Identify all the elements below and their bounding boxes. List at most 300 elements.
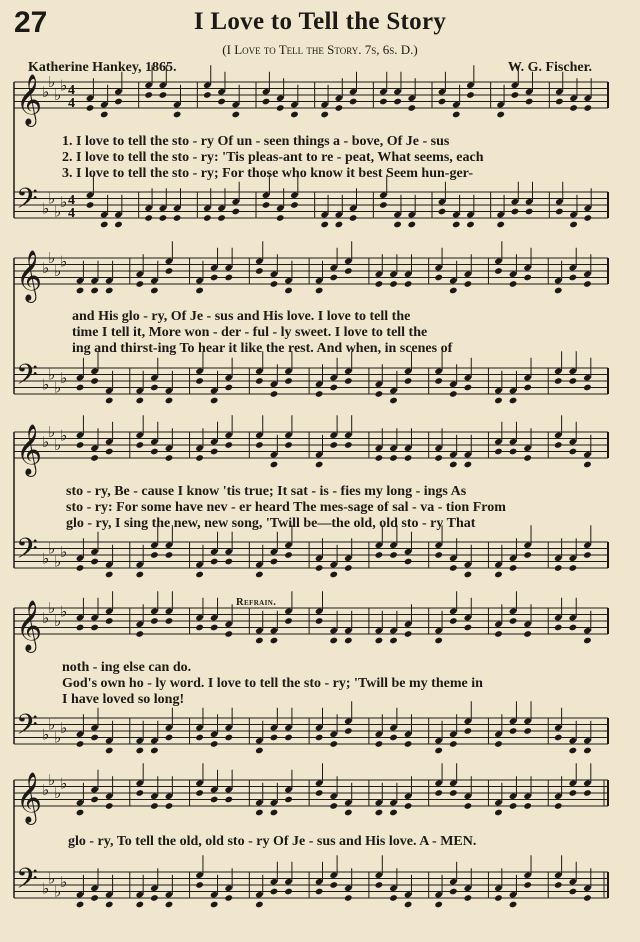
- note-head: [135, 630, 144, 638]
- note-head: [569, 448, 578, 456]
- note-head: [165, 267, 174, 275]
- note-head: [393, 98, 402, 106]
- note-head: [434, 637, 443, 645]
- note-head: [150, 448, 159, 456]
- note-head: [224, 274, 233, 282]
- treble-clef-icon: 𝄞: [16, 772, 43, 823]
- note-head: [329, 802, 338, 810]
- note-head: [494, 809, 503, 817]
- note-head: [449, 287, 458, 295]
- note-head: [583, 789, 592, 797]
- note-head: [583, 280, 592, 288]
- note-head: [90, 734, 99, 742]
- note-head: [114, 98, 123, 106]
- flat-icon: ♭: [48, 599, 56, 617]
- note-head: [344, 377, 353, 385]
- treble-clef-icon: 𝄞: [16, 600, 43, 651]
- flat-icon: ♭: [48, 249, 56, 267]
- note-head: [523, 881, 532, 889]
- note-head: [165, 397, 174, 405]
- note-head: [255, 571, 264, 579]
- note-head: [509, 617, 518, 625]
- note-head: [76, 901, 85, 909]
- flat-icon: ♭: [54, 436, 62, 454]
- note-head: [315, 888, 324, 896]
- flat-icon: ♭: [48, 423, 56, 441]
- note-head: [404, 901, 413, 909]
- note-head: [217, 214, 226, 222]
- note-head: [509, 802, 518, 810]
- flat-icon: ♭: [42, 375, 50, 394]
- note-head: [583, 104, 592, 112]
- note-head: [583, 214, 592, 222]
- flat-icon: ♭: [42, 199, 50, 218]
- flat-icon: ♭: [60, 602, 68, 621]
- flat-icon: ♭: [48, 189, 56, 208]
- note-head: [255, 747, 264, 755]
- note-head: [135, 441, 144, 449]
- note-head: [210, 624, 219, 632]
- note-head: [150, 551, 159, 559]
- note-head: [224, 630, 233, 638]
- note-head: [165, 901, 174, 909]
- note-head: [315, 617, 324, 625]
- note-head: [569, 564, 578, 572]
- note-head: [379, 98, 388, 106]
- note-head: [105, 617, 114, 625]
- flat-icon: ♭: [42, 725, 50, 744]
- flat-icon: ♭: [54, 86, 62, 104]
- note-head: [144, 214, 153, 222]
- lyric-line-s1-v2: 2. I love to tell the sto - ry: 'Tis pleas-ant to re - peat, What seems, each: [62, 150, 484, 165]
- note-head: [144, 91, 153, 99]
- note-head: [375, 454, 384, 462]
- note-head: [523, 384, 532, 392]
- note-head: [554, 734, 563, 742]
- note-head: [315, 390, 324, 398]
- treble-clef-icon: 𝄞: [16, 424, 43, 475]
- hymn-title: I Love to Tell the Story: [193, 8, 447, 35]
- note-head: [344, 441, 353, 449]
- flat-icon: ♭: [54, 552, 62, 571]
- note-head: [329, 571, 338, 579]
- note-head: [344, 564, 353, 572]
- note-head: [262, 201, 271, 209]
- note-head: [276, 104, 285, 112]
- note-head: [523, 630, 532, 638]
- note-head: [583, 637, 592, 645]
- note-head: [466, 221, 475, 229]
- note-head: [90, 287, 99, 295]
- lyric-line-s4-v2: God's own ho - ly word. I love to tell the sto - ry; 'Twill be my theme in: [62, 676, 483, 691]
- flat-icon: ♭: [54, 612, 62, 630]
- lyric-line-s4-v3: I have loved so long!: [62, 692, 185, 707]
- composer-credit: W. G. Fischer.: [507, 60, 592, 75]
- note-head: [523, 551, 532, 559]
- flat-icon: ♭: [42, 608, 50, 627]
- note-head: [165, 617, 174, 625]
- note-head: [255, 637, 264, 645]
- note-head: [284, 734, 293, 742]
- flat-icon: ♭: [60, 192, 68, 211]
- bass-clef-icon: 𝄢: [16, 358, 38, 399]
- note-head: [583, 747, 592, 755]
- note-head: [554, 441, 563, 449]
- note-head: [105, 448, 114, 456]
- note-head: [76, 564, 85, 572]
- note-head: [195, 734, 204, 742]
- flat-icon: ♭: [60, 252, 68, 271]
- note-head: [329, 384, 338, 392]
- note-head: [270, 390, 279, 398]
- note-head: [496, 221, 505, 229]
- note-head: [389, 894, 398, 902]
- flat-icon: ♭: [48, 539, 56, 558]
- note-head: [569, 747, 578, 755]
- note-head: [554, 377, 563, 385]
- note-head: [464, 727, 473, 735]
- note-head: [404, 280, 413, 288]
- note-head: [379, 201, 388, 209]
- note-head: [195, 287, 204, 295]
- note-head: [105, 571, 114, 579]
- note-head: [195, 881, 204, 889]
- note-head: [284, 617, 293, 625]
- note-head: [389, 809, 398, 817]
- note-head: [284, 796, 293, 804]
- note-head: [290, 111, 299, 119]
- note-head: [509, 280, 518, 288]
- note-head: [375, 551, 384, 559]
- note-head: [135, 571, 144, 579]
- note-head: [494, 740, 503, 748]
- bass-clef-icon: 𝄢: [16, 708, 38, 749]
- note-head: [150, 802, 159, 810]
- flat-icon: ♭: [42, 258, 50, 277]
- note-head: [86, 201, 95, 209]
- note-head: [105, 901, 114, 909]
- note-head: [270, 888, 279, 896]
- note-head: [569, 624, 578, 632]
- note-head: [159, 214, 168, 222]
- note-head: [583, 384, 592, 392]
- note-head: [165, 551, 174, 559]
- note-head: [284, 377, 293, 385]
- note-head: [438, 208, 447, 216]
- note-head: [407, 104, 416, 112]
- note-head: [389, 454, 398, 462]
- note-head: [231, 111, 240, 119]
- note-head: [195, 789, 204, 797]
- note-head: [494, 571, 503, 579]
- lyricist-credit: Katherine Hankey, 1865.: [28, 60, 177, 75]
- note-head: [100, 111, 109, 119]
- note-head: [555, 208, 564, 216]
- flat-icon: ♭: [60, 774, 68, 793]
- flat-icon: ♭: [60, 368, 68, 387]
- time-signature-top: 4: [68, 193, 75, 208]
- time-signature-bottom: 4: [68, 96, 75, 111]
- note-head: [449, 888, 458, 896]
- note-head: [105, 397, 114, 405]
- note-head: [210, 740, 219, 748]
- lyric-line-s4-v1: noth - ing else can do.: [62, 660, 192, 675]
- note-head: [90, 894, 99, 902]
- lyric-line-s2-v1: and His glo - ry, Of Je - sus and His love. I love to tell the: [72, 309, 411, 324]
- flat-icon: ♭: [48, 771, 56, 789]
- note-head: [224, 441, 233, 449]
- note-head: [195, 624, 204, 632]
- flat-icon: ♭: [54, 728, 62, 747]
- flat-icon: ♭: [42, 432, 50, 451]
- note-head: [76, 287, 85, 295]
- note-head: [449, 390, 458, 398]
- note-head: [159, 91, 168, 99]
- note-head: [523, 802, 532, 810]
- flat-icon: ♭: [60, 76, 68, 95]
- note-head: [464, 280, 473, 288]
- note-head: [173, 214, 182, 222]
- lyric-line-s2-v3: ing and thirst-ing To hear it like the rest. And when, in scenes of: [72, 341, 453, 356]
- note-head: [90, 454, 99, 462]
- note-head: [270, 558, 279, 566]
- note-head: [224, 894, 233, 902]
- note-head: [90, 796, 99, 804]
- note-head: [217, 98, 226, 106]
- flat-icon: ♭: [42, 549, 50, 568]
- note-head: [438, 98, 447, 106]
- note-head: [569, 888, 578, 896]
- note-head: [255, 267, 264, 275]
- note-head: [105, 747, 114, 755]
- lyric-line-s3-v2: sto - ry: For some have nev - er heard The mes-sage of sal - va - tion From: [66, 500, 506, 515]
- note-head: [315, 287, 324, 295]
- note-head: [375, 881, 384, 889]
- note-head: [315, 564, 324, 572]
- note-head: [494, 448, 503, 456]
- note-head: [496, 111, 505, 119]
- note-head: [320, 111, 329, 119]
- note-head: [554, 624, 563, 632]
- note-head: [404, 558, 413, 566]
- note-head: [466, 91, 475, 99]
- note-head: [135, 747, 144, 755]
- note-head: [320, 221, 329, 229]
- note-head: [165, 454, 174, 462]
- note-head: [407, 221, 416, 229]
- note-head: [76, 624, 85, 632]
- note-head: [276, 214, 285, 222]
- note-head: [76, 740, 85, 748]
- hymn-number: 27: [14, 6, 48, 39]
- note-head: [76, 809, 85, 817]
- note-head: [511, 208, 520, 216]
- note-head: [389, 397, 398, 405]
- note-head: [449, 740, 458, 748]
- note-head: [315, 789, 324, 797]
- note-head: [375, 280, 384, 288]
- note-head: [90, 558, 99, 566]
- note-head: [464, 461, 473, 469]
- note-head: [344, 637, 353, 645]
- note-head: [344, 727, 353, 735]
- note-head: [270, 280, 279, 288]
- note-head: [329, 637, 338, 645]
- treble-clef-icon: 𝄞: [16, 74, 43, 125]
- note-head: [375, 637, 384, 645]
- note-head: [523, 454, 532, 462]
- note-head: [135, 789, 144, 797]
- note-head: [389, 734, 398, 742]
- note-head: [523, 274, 532, 282]
- note-head: [404, 454, 413, 462]
- lyric-line-s2-v2: time I tell it, More won - der - ful - ly sweet. I love to tell the: [72, 325, 428, 340]
- note-head: [335, 104, 344, 112]
- flat-icon: ♭: [54, 784, 62, 802]
- time-signature-top: 4: [68, 83, 75, 98]
- note-head: [203, 214, 212, 222]
- note-head: [329, 274, 338, 282]
- note-head: [150, 384, 159, 392]
- note-head: [449, 617, 458, 625]
- note-head: [135, 280, 144, 288]
- note-head: [165, 802, 174, 810]
- note-head: [583, 894, 592, 902]
- note-head: [494, 267, 503, 275]
- note-head: [389, 637, 398, 645]
- note-head: [210, 274, 219, 282]
- note-head: [165, 734, 174, 742]
- note-head: [210, 901, 219, 909]
- note-head: [329, 441, 338, 449]
- note-head: [195, 454, 204, 462]
- note-head: [449, 789, 458, 797]
- bass-clef-icon: 𝄢: [16, 862, 38, 903]
- flat-icon: ♭: [54, 882, 62, 901]
- note-head: [349, 214, 358, 222]
- flat-icon: ♭: [60, 872, 68, 891]
- treble-clef-icon: 𝄞: [16, 250, 43, 301]
- note-head: [569, 221, 578, 229]
- note-head: [554, 287, 563, 295]
- note-head: [569, 104, 578, 112]
- note-head: [509, 727, 518, 735]
- note-head: [389, 280, 398, 288]
- lyric-line-s1-v1: 1. I love to tell the sto - ry Of un - seen things a - bove, Of Je - sus: [62, 134, 450, 149]
- note-head: [90, 377, 99, 385]
- bass-clef-icon: 𝄢: [16, 182, 38, 223]
- hymn-subtitle: (I Love to Tell the Story. 7s, 6s. D.): [222, 42, 418, 57]
- note-head: [76, 441, 85, 449]
- note-head: [173, 111, 182, 119]
- note-head: [523, 727, 532, 735]
- note-head: [434, 274, 443, 282]
- note-head: [315, 734, 324, 742]
- note-head: [464, 624, 473, 632]
- note-head: [255, 377, 264, 385]
- note-head: [210, 397, 219, 405]
- note-head: [509, 901, 518, 909]
- note-head: [583, 551, 592, 559]
- note-head: [404, 802, 413, 810]
- note-head: [329, 881, 338, 889]
- lyric-line-s1-v3: 3. I love to tell the sto - ry; For those who know it best Seem hun-ger-: [62, 166, 474, 181]
- note-head: [210, 796, 219, 804]
- note-head: [494, 397, 503, 405]
- note-head: [569, 377, 578, 385]
- note-head: [86, 104, 95, 112]
- note-head: [375, 740, 384, 748]
- note-head: [554, 881, 563, 889]
- note-head: [224, 558, 233, 566]
- note-head: [554, 802, 563, 810]
- note-head: [224, 796, 233, 804]
- note-head: [255, 441, 264, 449]
- note-head: [195, 377, 204, 385]
- note-head: [494, 894, 503, 902]
- note-head: [404, 740, 413, 748]
- flat-icon: ♭: [54, 202, 62, 221]
- flat-icon: ♭: [42, 780, 50, 799]
- note-head: [464, 571, 473, 579]
- note-head: [270, 809, 279, 817]
- note-head: [434, 551, 443, 559]
- note-head: [375, 809, 384, 817]
- note-head: [434, 789, 443, 797]
- note-head: [224, 734, 233, 742]
- note-head: [135, 901, 144, 909]
- flat-icon: ♭: [48, 869, 56, 888]
- note-head: [203, 91, 212, 99]
- flat-icon: ♭: [48, 365, 56, 384]
- note-head: [231, 208, 240, 216]
- note-head: [434, 747, 443, 755]
- note-head: [452, 221, 461, 229]
- note-head: [449, 461, 458, 469]
- note-head: [76, 384, 85, 392]
- flat-icon: ♭: [48, 73, 56, 91]
- flat-icon: ♭: [60, 426, 68, 445]
- flat-icon: ♭: [54, 262, 62, 280]
- flat-icon: ♭: [42, 82, 50, 101]
- note-head: [100, 221, 109, 229]
- note-head: [525, 98, 534, 106]
- note-head: [135, 397, 144, 405]
- note-head: [583, 461, 592, 469]
- note-head: [389, 551, 398, 559]
- note-head: [464, 802, 473, 810]
- note-head: [434, 901, 443, 909]
- note-head: [452, 111, 461, 119]
- bass-clef-icon: 𝄢: [16, 532, 38, 573]
- time-signature-bottom: 4: [68, 206, 75, 221]
- note-head: [195, 571, 204, 579]
- note-head: [105, 802, 114, 810]
- note-head: [554, 564, 563, 572]
- note-head: [329, 740, 338, 748]
- note-head: [375, 390, 384, 398]
- note-head: [284, 441, 293, 449]
- flat-icon: ♭: [60, 718, 68, 737]
- flat-icon: ♭: [48, 715, 56, 734]
- note-head: [255, 809, 264, 817]
- note-head: [114, 221, 123, 229]
- note-head: [434, 377, 443, 385]
- lyric-line-s3-v3: glo - ry, I sing the new, new song, 'Twill be—the old, old sto - ry That: [66, 516, 476, 531]
- note-head: [150, 747, 159, 755]
- refrain-label: Refrain.: [236, 597, 277, 608]
- note-head: [284, 287, 293, 295]
